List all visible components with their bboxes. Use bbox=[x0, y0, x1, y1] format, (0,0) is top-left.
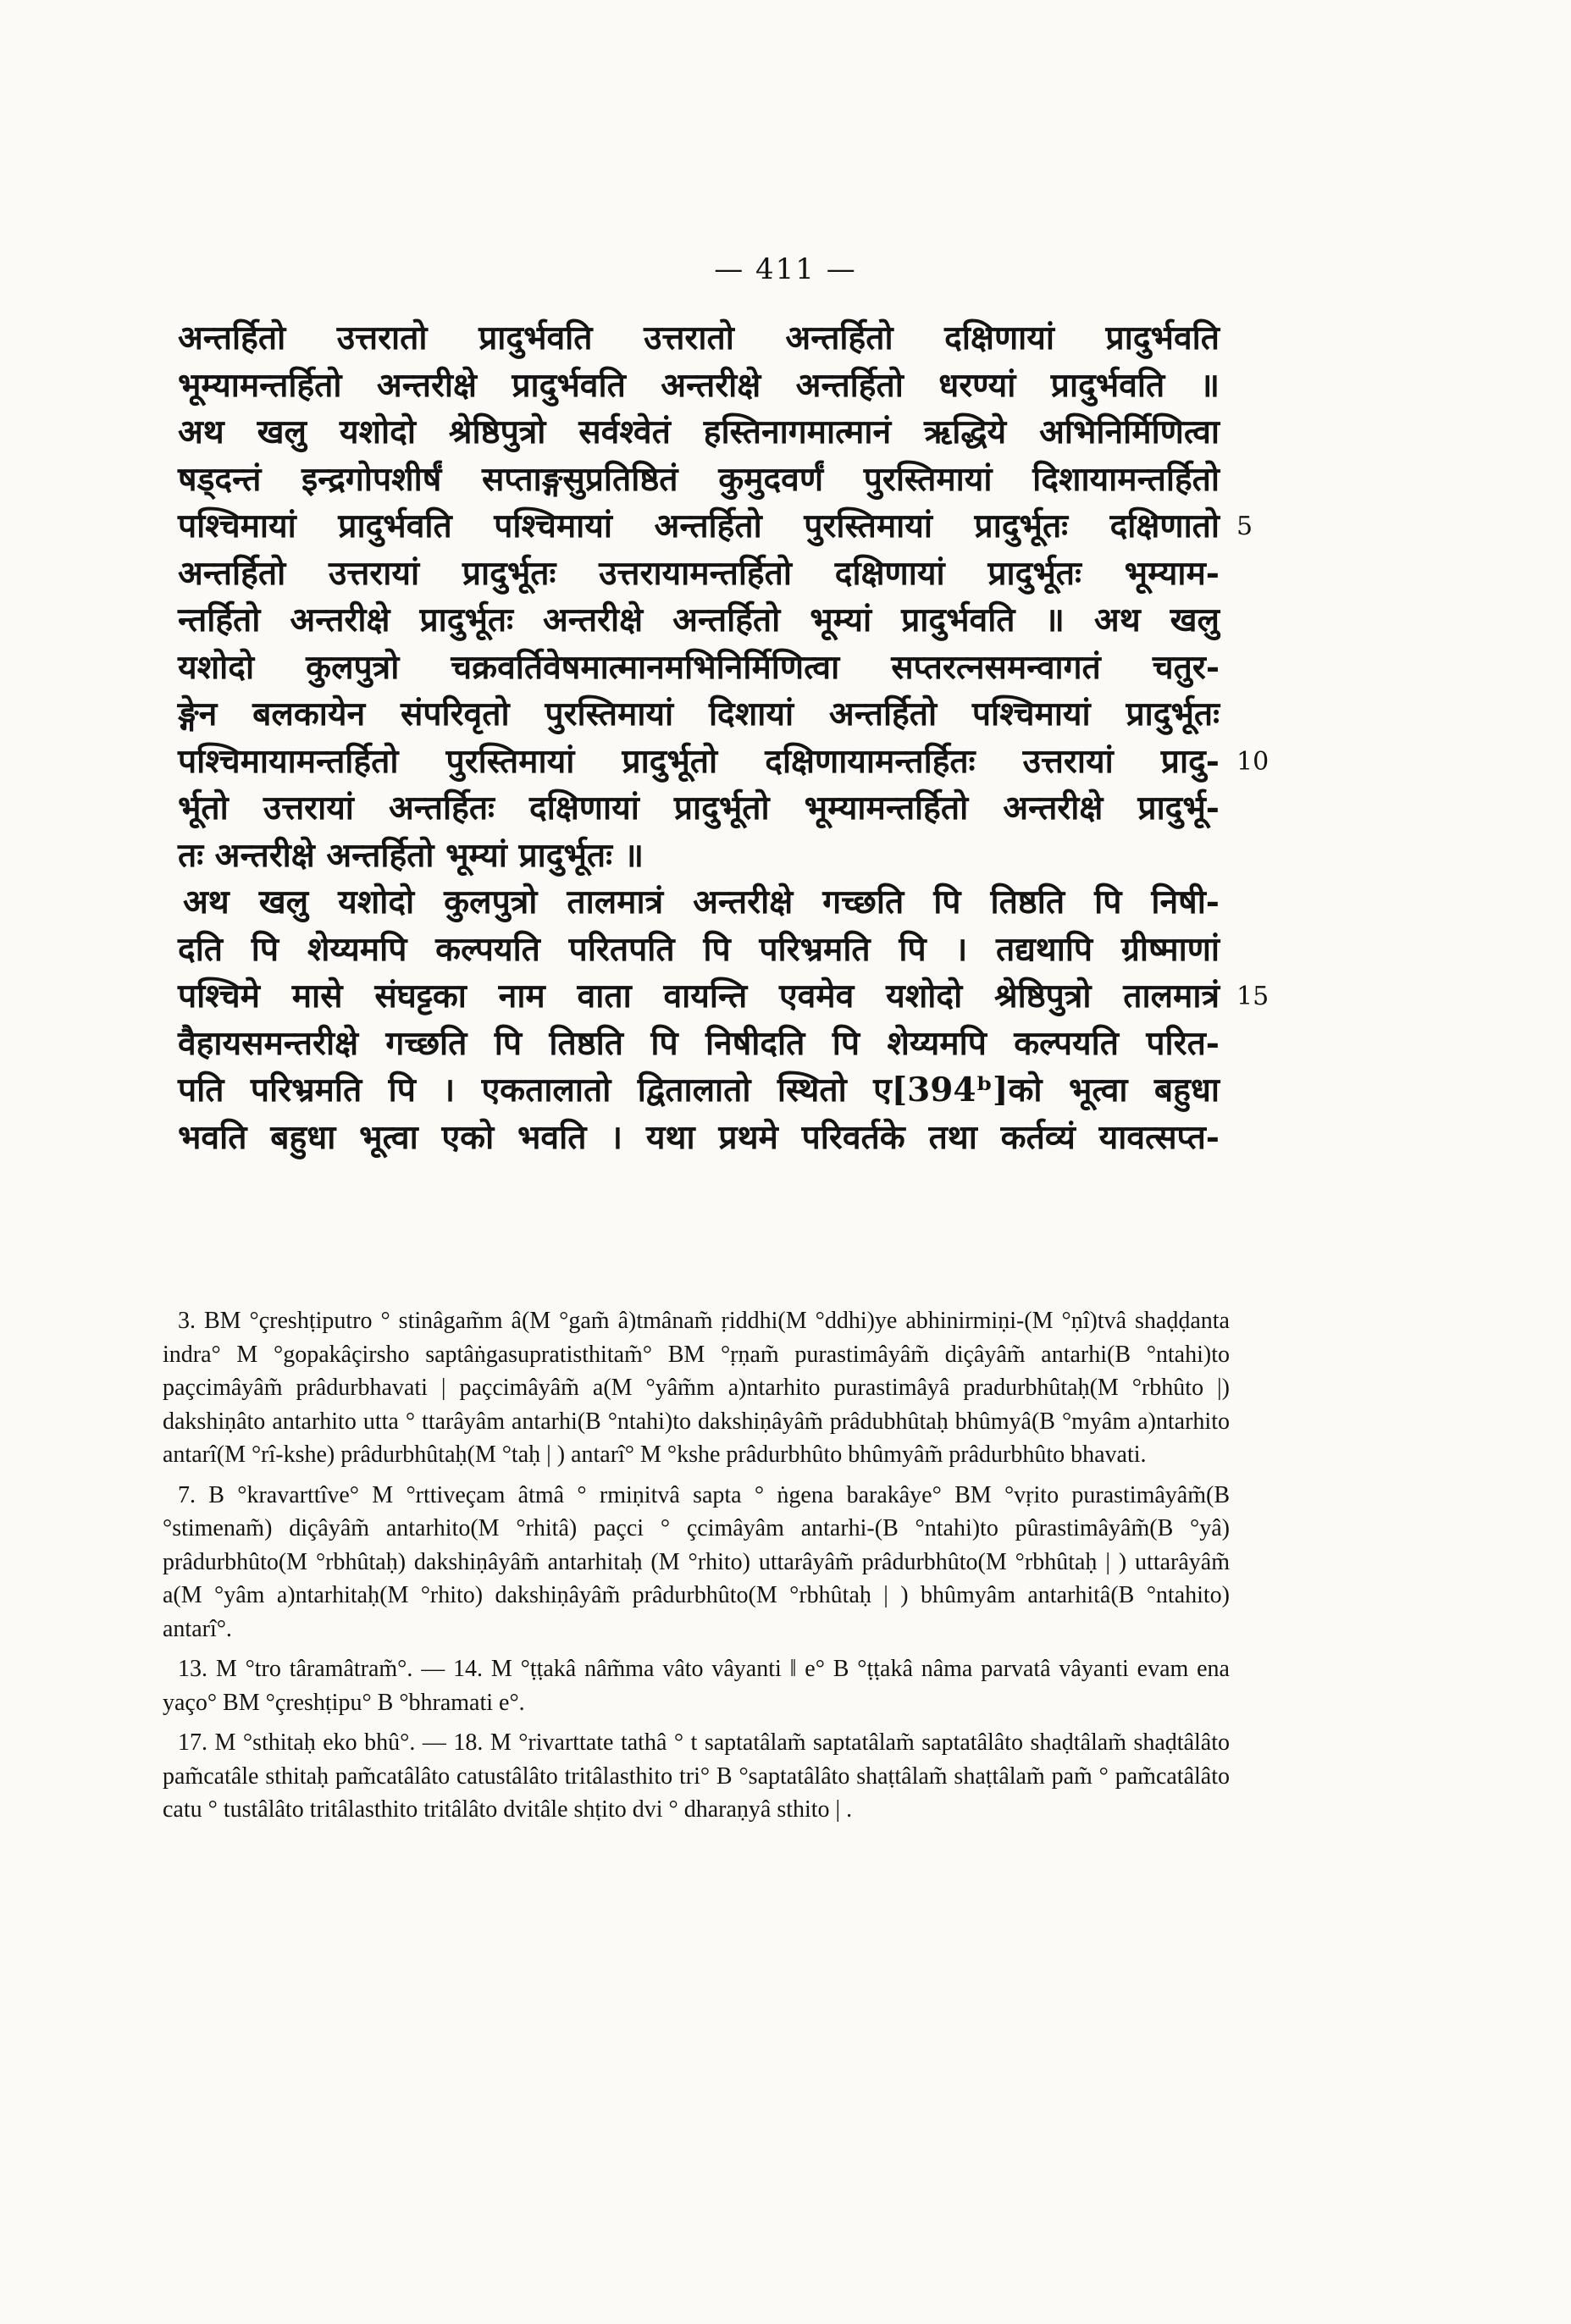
line-number: 10 bbox=[1236, 746, 1270, 777]
text-line: पश्चिमे मासे संघट्टका नाम वाता वायन्ति एवमेव यशोदो श्रेष्ठिपुत्रो तालमात्रं 15 bbox=[178, 973, 1220, 1021]
text-line: भूम्यामन्तर्हितो अन्तरीक्षे प्रादुर्भवति अन्तरीक्षे अन्तर्हितो धरण्यां प्रादुर्भवति ॥ bbox=[178, 365, 1220, 405]
text-line: पति परिभ्रमति पि । एकतालातो द्वितालातो स्थितो ए[394ᵇ]को भूत्वा बहुधा bbox=[178, 1071, 1220, 1109]
text-line: वैहायसमन्तरीक्षे गच्छति पि तिष्ठति पि निषीदति पि शेय्यमपि कल्पयति परित- bbox=[178, 1023, 1220, 1063]
footnote: 3. BM °çreshṭiputro ° stinâgam̃m â(M °gam̃ â)tmânam̃ ṛiddhi(M °ddhi)ye abhinirmiṇi-(M °ṇî)tvâ shaḍḍanta indra° M °gopakâçirsho saptâṅgasupratisthitam̃° BM °ṛṇam̃ purastimâyâm̃ diçâyâm̃ antarhi(B °ntahi)to paçcimâyâm̃ prâdurbhavati | paçcimâyâm̃ a(M °yâm̃m a)ntarhito purastimâyâ pradurbhûtaḥ(M °rbhûto |) dakshiṇâto antarhito utta ° ttarâyâm antarhi(B °ntahi)to dakshiṇâyâm̃ prâdubhûtaḥ bhûmyâ(B °myâm a)ntarhito antarî(M °rî-kshe) prâdurbhûtaḥ(M °taḥ | ) antarî° M °kshe prâdurbhûto bhûmyâm̃ prâdurbhûto bhavati. bbox=[163, 1308, 1230, 1468]
text-line: अथ खलु यशोदो श्रेष्ठिपुत्रो सर्वश्वेतं हस्तिनागमात्मानं ऋद्धिये अभिनिर्मिणित्वा bbox=[178, 412, 1220, 451]
sanskrit-text-block bbox=[178, 315, 1270, 1161]
text-line: पश्चिमायां प्रादुर्भवति पश्चिमायां अन्तर्हितो पुरस्तिमायां प्रादुर्भूतः दक्षिणातो 5 bbox=[178, 503, 1220, 551]
line-number: 5 bbox=[1236, 512, 1253, 541]
page-number: — 411 — bbox=[714, 252, 857, 286]
text-line: अथ खलु यशोदो कुलपुत्रो तालमात्रं अन्तरीक्षे गच्छति पि तिष्ठति पि निषी- bbox=[183, 883, 1220, 921]
text-line: दति पि शेय्यमपि कल्पयति परितपति पि परिभ्रमति पि । तद्यथापि ग्रीष्माणां bbox=[178, 929, 1220, 969]
footnote: 17. M °sthitaḥ eko bhû°. — 18. M °rivarttate tathâ ° t saptatâlam̃ saptatâlam̃ saptatâlâto shaḍtâlam̃ shaḍtâlâto pam̃catâle sthitaḥ pam̃catâlâto catustâlâto tritâlasthito tri° B °saptatâlâto shaṭtâlam̃ shaṭtâlam̃ pam̃ ° pam̃catâlâto catu ° tustâlâto tritâlasthito tritâlâto dvitâle shṭito dvi ° dharaṇyâ sthito | . bbox=[163, 1729, 1230, 1823]
text-line: अन्तर्हितो उत्तरातो प्रादुर्भवति उत्तरातो अन्तर्हितो दक्षिणायां प्रादुर्भवति bbox=[178, 318, 1220, 357]
text-line: पश्चिमायामन्तर्हितो पुरस्तिमायां प्रादुर्भूतो दक्षिणायामन्तर्हितः उत्तरायां प्रादु- 10 bbox=[178, 739, 1220, 786]
text-line: अन्तर्हितो उत्तरायां प्रादुर्भूतः उत्तरायामन्तर्हितो दक्षिणायां प्रादुर्भूतः भूम्याम- bbox=[178, 553, 1220, 593]
text-line: भवति बहुधा भूत्वा एको भवति । यथा प्रथमे परिवर्तके तथा कर्तव्यं यावत्सप्त- bbox=[178, 1117, 1220, 1157]
critical-apparatus-notes bbox=[163, 1304, 1230, 1834]
text-line: न्तर्हितो अन्तरीक्षे प्रादुर्भूतः अन्तरीक्षे अन्तर्हितो भूम्यां प्रादुर्भवति ॥ अथ खलु bbox=[178, 600, 1220, 639]
text-line: षड्दन्तं इन्द्रगोपशीर्षं सप्ताङ्गसुप्रतिष्ठितं कुमुदवर्णं पुरस्तिमायां दिशायामन्तर्हितो bbox=[178, 459, 1220, 499]
text-line: यशोदो कुलपुत्रो चक्रवर्तिवेषमात्मानमभिनिर्मिणित्वा सप्तरत्नसमन्वागतं चतुर- bbox=[178, 647, 1220, 687]
line-number: 15 bbox=[1236, 982, 1270, 1011]
text-line: ङ्गेन बलकायेन संपरिवृतो पुरस्तिमायां दिशायां अन्तर्हितो पश्चिमायां प्रादुर्भूतः bbox=[178, 694, 1220, 733]
footnote: 13. M °tro târamâtram̃°. — 14. M °ṭṭakâ nâm̃ma vâto vâyanti ‖ e° B °ṭṭakâ nâma parvatâ vâyanti evam ena yaço° BM °çreshṭipu° B °bhramati e°. bbox=[163, 1656, 1230, 1716]
text-line: र्भूतो उत्तरायां अन्तर्हितः दक्षिणायां प्रादुर्भूतो भूम्यामन्तर्हितो अन्तरीक्षे प्रादुर्भू- bbox=[178, 788, 1220, 827]
footnote: 7. B °kravarttîve° M °rttiveçam âtmâ ° rmiṇitvâ sapta ° ṅgena barakâye° BM °vṛito purastimâyâm̃(B °stimenam̃) diçâyâm̃ antarhito(M °rhitâ) paçci ° çcimâyâm antarhi-(B °ntahi)to pûrastimâyâm̃(B °yâ) prâdurbhûto(M °rbhûtaḥ) dakshiṇâyâm̃ antarhitaḥ (M °rhito) uttarâyâm̃ prâdurbhûto(M °rbhûtaḥ | ) uttarâyâm̃ a(M °yâm a)ntarhitaḥ(M °rhito) dakshiṇâyâm̃ prâdurbhûto(M °rbhûtaḥ | ) bhûmyâm antarhitâ(B °ntahito) antarî°. bbox=[163, 1481, 1230, 1642]
text-line: तः अन्तरीक्षे अन्तर्हितो भूम्यां प्रादुर्भूतः ॥ bbox=[178, 835, 644, 875]
